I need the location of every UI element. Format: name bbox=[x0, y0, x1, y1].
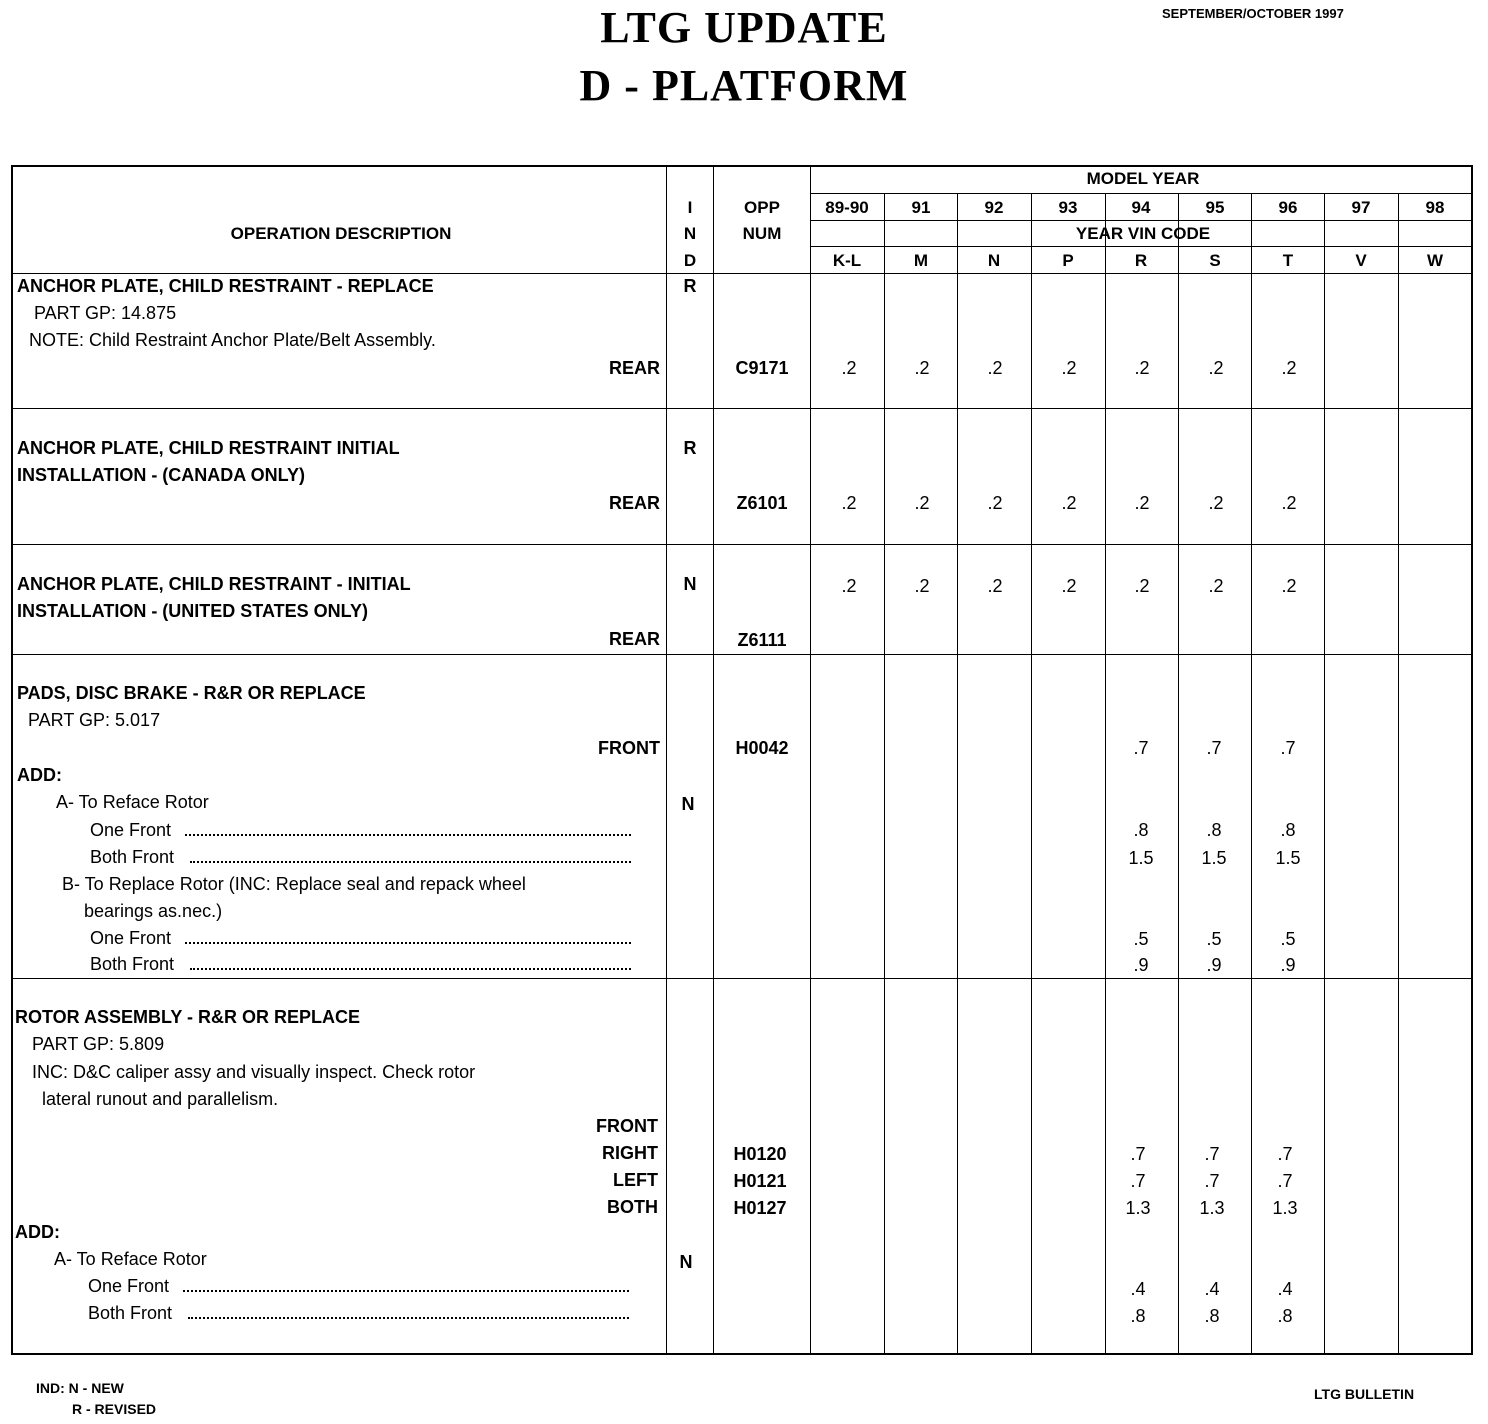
operation-description-header: OPERATION DESCRIPTION bbox=[230, 224, 452, 243]
part-group: PART GP: 5.809 bbox=[32, 1034, 165, 1054]
section-divider bbox=[11, 978, 1473, 979]
ind-flag: N bbox=[681, 794, 695, 814]
labor-time: 1.5 bbox=[1201, 848, 1227, 868]
section-title: PADS, DISC BRAKE - R&R OR REPLACE bbox=[17, 683, 366, 703]
vin-code: R bbox=[1134, 251, 1148, 270]
labor-time: .2 bbox=[987, 358, 1003, 378]
year-column-divider bbox=[884, 193, 885, 1355]
labor-time: .4 bbox=[1204, 1279, 1220, 1299]
position-label: LEFT bbox=[613, 1170, 658, 1190]
labor-time: .2 bbox=[1061, 576, 1077, 596]
add-label: ADD: bbox=[17, 765, 62, 785]
year-header: 92 bbox=[984, 198, 1004, 217]
labor-time: .2 bbox=[1134, 358, 1150, 378]
sub-item-label: One Front bbox=[88, 1276, 170, 1296]
labor-time: .8 bbox=[1130, 1306, 1146, 1326]
position-label: REAR bbox=[608, 629, 660, 649]
labor-time: .7 bbox=[1277, 1144, 1293, 1164]
year-header: 91 bbox=[911, 198, 931, 217]
bulletin-date: SEPTEMBER/OCTOBER 1997 bbox=[1162, 6, 1344, 21]
sub-item-label: Both Front bbox=[90, 954, 175, 974]
labor-time: .2 bbox=[1281, 493, 1297, 513]
year-vin-code-header: YEAR VIN CODE bbox=[1075, 224, 1211, 243]
year-column-divider bbox=[1031, 193, 1032, 1355]
section-title: ROTOR ASSEMBLY - R&R OR REPLACE bbox=[15, 1007, 361, 1027]
vin-code: M bbox=[913, 251, 929, 270]
opp-column-divider-left bbox=[713, 165, 714, 1355]
year-header: 93 bbox=[1058, 198, 1078, 217]
vin-code: P bbox=[1062, 251, 1074, 270]
labor-time: .9 bbox=[1280, 955, 1296, 975]
opp-column-divider-right bbox=[810, 165, 811, 1355]
section-title-continued: INSTALLATION - (UNITED STATES ONLY) bbox=[17, 601, 368, 621]
sub-item-label: One Front bbox=[90, 928, 172, 948]
vin-code: V bbox=[1355, 251, 1367, 270]
num-header: NUM bbox=[742, 224, 782, 243]
ind-legend-new: IND: N - NEW bbox=[36, 1380, 124, 1396]
opp-number: H0121 bbox=[733, 1171, 787, 1191]
leader-dots bbox=[185, 834, 631, 836]
year-header: 94 bbox=[1131, 198, 1151, 217]
year-column-divider bbox=[1251, 193, 1252, 1355]
labor-time: .8 bbox=[1204, 1306, 1220, 1326]
labor-time: .7 bbox=[1277, 1171, 1293, 1191]
section-note: NOTE: Child Restraint Anchor Plate/Belt Assembly. bbox=[29, 330, 436, 350]
position-label: FRONT bbox=[596, 1116, 658, 1136]
ind-header-n: N bbox=[683, 224, 697, 243]
labor-time: .5 bbox=[1133, 929, 1149, 949]
labor-time: .2 bbox=[914, 576, 930, 596]
year-column-divider bbox=[1324, 193, 1325, 1355]
labor-time: .9 bbox=[1133, 955, 1149, 975]
labor-time: 1.3 bbox=[1272, 1198, 1298, 1218]
labor-time: .7 bbox=[1130, 1171, 1146, 1191]
labor-time: .7 bbox=[1133, 738, 1149, 758]
leader-dots bbox=[185, 942, 631, 944]
year-column-divider bbox=[957, 193, 958, 1355]
vin-code: K-L bbox=[832, 251, 862, 270]
labor-time: .2 bbox=[1208, 493, 1224, 513]
labor-time: .2 bbox=[987, 493, 1003, 513]
year-header: 89-90 bbox=[825, 198, 869, 217]
opp-number: H0042 bbox=[735, 738, 789, 758]
labor-time: .2 bbox=[1281, 358, 1297, 378]
add-option-b: B- To Replace Rotor (INC: Replace seal and repack wheel bbox=[62, 874, 526, 894]
vin-header-divider bbox=[810, 246, 1473, 247]
bulletin-label: LTG BULLETIN bbox=[1314, 1386, 1415, 1402]
section-title: ANCHOR PLATE, CHILD RESTRAINT - REPLACE bbox=[17, 276, 434, 296]
labor-time: .2 bbox=[914, 493, 930, 513]
ind-flag: R bbox=[683, 438, 697, 458]
opp-number: C9171 bbox=[735, 358, 789, 378]
opp-header: OPP bbox=[744, 198, 780, 217]
labor-time: .8 bbox=[1133, 820, 1149, 840]
position-label: REAR bbox=[608, 358, 660, 378]
labor-time: .2 bbox=[1061, 358, 1077, 378]
labor-time: .2 bbox=[1134, 493, 1150, 513]
page-title-line2: D - PLATFORM bbox=[579, 61, 909, 110]
opp-number: H0120 bbox=[733, 1144, 787, 1164]
ind-header-i: I bbox=[687, 198, 693, 217]
model-year-divider bbox=[810, 193, 1473, 194]
position-label: REAR bbox=[608, 493, 660, 513]
section-divider bbox=[11, 408, 1473, 409]
labor-time: .5 bbox=[1280, 929, 1296, 949]
labor-time: .2 bbox=[1061, 493, 1077, 513]
section-divider bbox=[11, 654, 1473, 655]
part-group: PART GP: 14.875 bbox=[34, 303, 177, 323]
labor-time: .2 bbox=[841, 493, 857, 513]
ind-flag: N bbox=[683, 574, 697, 594]
labor-time: .8 bbox=[1280, 820, 1296, 840]
year-row-divider bbox=[810, 220, 1473, 221]
ind-column-divider bbox=[666, 165, 667, 1355]
position-label: RIGHT bbox=[602, 1143, 658, 1163]
ind-flag: R bbox=[683, 276, 697, 296]
labor-time: .2 bbox=[1208, 358, 1224, 378]
position-label: FRONT bbox=[598, 738, 660, 758]
add-label: ADD: bbox=[15, 1222, 60, 1242]
labor-time: 1.3 bbox=[1199, 1198, 1225, 1218]
year-header: 97 bbox=[1351, 198, 1371, 217]
labor-time: .2 bbox=[1134, 576, 1150, 596]
section-divider bbox=[11, 544, 1473, 545]
leader-dots bbox=[190, 968, 631, 970]
header-bottom-rule bbox=[11, 273, 1473, 274]
vin-code: T bbox=[1282, 251, 1294, 270]
add-option-a: A- To Reface Rotor bbox=[56, 792, 209, 812]
labor-time: .2 bbox=[914, 358, 930, 378]
add-option-a: A- To Reface Rotor bbox=[54, 1249, 207, 1269]
year-column-divider bbox=[1178, 193, 1179, 1355]
leader-dots bbox=[188, 1317, 629, 1319]
labor-time: .7 bbox=[1204, 1171, 1220, 1191]
vin-code: N bbox=[987, 251, 1001, 270]
labor-time: 1.5 bbox=[1128, 848, 1154, 868]
labor-time: .9 bbox=[1206, 955, 1222, 975]
labor-time: .5 bbox=[1206, 929, 1222, 949]
year-header: 96 bbox=[1278, 198, 1298, 217]
labor-time: .7 bbox=[1130, 1144, 1146, 1164]
part-group: PART GP: 5.017 bbox=[28, 710, 161, 730]
ind-flag: N bbox=[679, 1252, 693, 1272]
labor-time: .2 bbox=[1281, 576, 1297, 596]
opp-number: Z6111 bbox=[737, 630, 787, 650]
sub-item-label: Both Front bbox=[90, 847, 175, 867]
labor-time: .8 bbox=[1206, 820, 1222, 840]
opp-number: Z6101 bbox=[736, 493, 788, 513]
labor-time: .2 bbox=[1208, 576, 1224, 596]
labor-time: .2 bbox=[841, 358, 857, 378]
section-title-continued: INSTALLATION - (CANADA ONLY) bbox=[17, 465, 305, 485]
opp-number: H0127 bbox=[733, 1198, 787, 1218]
labor-time: .7 bbox=[1206, 738, 1222, 758]
vin-code: S bbox=[1209, 251, 1221, 270]
year-header: 98 bbox=[1425, 198, 1445, 217]
section-title: ANCHOR PLATE, CHILD RESTRAINT INITIAL bbox=[17, 438, 400, 458]
vin-code: W bbox=[1426, 251, 1444, 270]
model-year-header: MODEL YEAR bbox=[1086, 169, 1200, 188]
labor-time: .4 bbox=[1277, 1279, 1293, 1299]
labor-time: .2 bbox=[841, 576, 857, 596]
labor-time: .2 bbox=[987, 576, 1003, 596]
inclusion-note: INC: D&C caliper assy and visually inspect. Check rotor bbox=[32, 1062, 476, 1082]
labor-time: .7 bbox=[1204, 1144, 1220, 1164]
labor-time: .8 bbox=[1277, 1306, 1293, 1326]
labor-time: .4 bbox=[1130, 1279, 1146, 1299]
ind-legend-revised: R - REVISED bbox=[72, 1401, 157, 1417]
labor-time: 1.5 bbox=[1275, 848, 1301, 868]
leader-dots bbox=[190, 861, 631, 863]
leader-dots bbox=[183, 1290, 629, 1292]
year-header: 95 bbox=[1205, 198, 1225, 217]
inclusion-note-continued: lateral runout and parallelism. bbox=[42, 1089, 279, 1109]
ind-header-d: D bbox=[683, 251, 697, 270]
add-option-b-continued: bearings as.nec.) bbox=[84, 901, 223, 921]
sub-item-label: Both Front bbox=[88, 1303, 173, 1323]
section-title: ANCHOR PLATE, CHILD RESTRAINT - INITIAL bbox=[17, 574, 411, 594]
year-column-divider bbox=[1105, 193, 1106, 1355]
position-label: BOTH bbox=[607, 1197, 658, 1217]
labor-time: .7 bbox=[1280, 738, 1296, 758]
sub-item-label: One Front bbox=[90, 820, 172, 840]
year-column-divider bbox=[1398, 193, 1399, 1355]
page-title-line1: LTG UPDATE bbox=[600, 3, 888, 52]
labor-time: 1.3 bbox=[1125, 1198, 1151, 1218]
